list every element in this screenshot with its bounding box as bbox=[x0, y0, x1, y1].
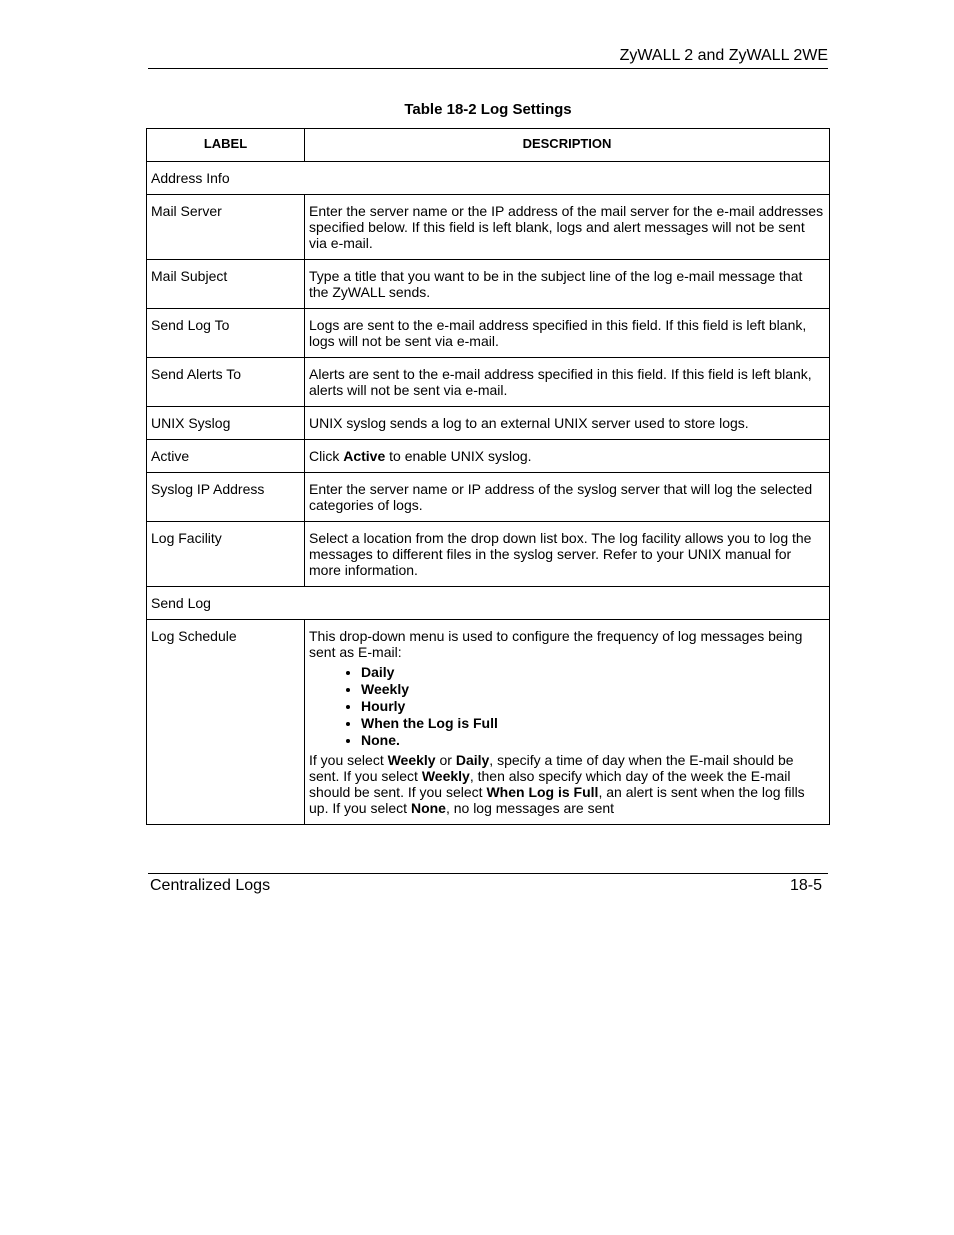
table-row-unix-syslog bbox=[147, 407, 830, 440]
table-row-active bbox=[147, 440, 830, 473]
row-label: UNIX Syslog bbox=[147, 407, 305, 440]
row-description: UNIX syslog sends a log to an external UNIX server used to store logs. bbox=[305, 407, 830, 440]
row-label: Active bbox=[147, 440, 305, 473]
row-description bbox=[305, 440, 830, 473]
row-label: Mail Subject bbox=[147, 260, 305, 309]
page-header bbox=[148, 46, 828, 69]
footer-chapter: Centralized Logs bbox=[150, 877, 271, 894]
desc-text: , specify a time of day when the E-mail should be sent. If you select bbox=[309, 752, 794, 784]
table-caption: Table 18-2 Log Settings bbox=[404, 101, 572, 118]
table-row-send-alerts-to bbox=[147, 358, 830, 407]
row-label: Mail Server bbox=[147, 195, 305, 260]
log-settings-table bbox=[146, 128, 830, 825]
page-footer bbox=[148, 873, 828, 894]
list-item: • Weekly bbox=[361, 681, 825, 697]
row-description: Alerts are sent to the e-mail address specified in this field. If this field is left blank, alerts will not be sent via e-mail. bbox=[305, 358, 830, 407]
row-description: Enter the server name or IP address of the syslog server that will log the selected categories of logs. bbox=[305, 473, 830, 522]
desc-text: , an alert is sent when the log fills up. If you select bbox=[309, 784, 805, 816]
section-label: Address Info bbox=[147, 162, 830, 195]
desc-bold: When Log is Full bbox=[486, 784, 599, 800]
row-description: Type a title that you want to be in the subject line of the log e-mail message that the ZyWALL sends. bbox=[305, 260, 830, 309]
list-item: • Hourly bbox=[361, 698, 825, 714]
table-row-log-facility bbox=[147, 522, 830, 587]
table-row-mail-server bbox=[147, 195, 830, 260]
section-row-send-log bbox=[147, 587, 830, 620]
desc-bold: Daily bbox=[455, 752, 490, 768]
desc-text: , then also specify which day of the week the E-mail should be sent. If you select bbox=[309, 768, 791, 800]
desc-bold: Weekly bbox=[387, 752, 436, 768]
list-item: • Daily bbox=[361, 664, 825, 680]
table-row-syslog-ip-address bbox=[147, 473, 830, 522]
desc-text: to enable UNIX syslog. bbox=[385, 448, 532, 464]
row-description bbox=[305, 620, 830, 825]
header-title: ZyWALL 2 and ZyWALL 2WE bbox=[619, 47, 828, 64]
row-label: Syslog IP Address bbox=[147, 473, 305, 522]
table-row-mail-subject bbox=[147, 260, 830, 309]
row-description: Enter the server name or the IP address of the mail server for the e-mail addresses specified below. If this field is left blank, logs and alert messages will not be sent via e-mail. bbox=[305, 195, 830, 260]
desc-text: or bbox=[435, 752, 456, 768]
desc-outro bbox=[309, 752, 825, 816]
section-row-address-info bbox=[147, 162, 830, 195]
table-row-send-log-to bbox=[147, 309, 830, 358]
desc-bold: Weekly bbox=[421, 768, 470, 784]
desc-text: Click bbox=[309, 448, 344, 464]
row-label: Log Facility bbox=[147, 522, 305, 587]
row-description: Logs are sent to the e-mail address specified in this field. If this field is left blank, logs will not be sent via e-mail. bbox=[305, 309, 830, 358]
desc-bold: Active bbox=[343, 448, 386, 464]
header-label: LABEL bbox=[147, 129, 305, 162]
desc-intro: This drop-down menu is used to configure the frequency of log messages being sent as E-mail: bbox=[309, 628, 803, 660]
row-label: Log Schedule bbox=[147, 620, 305, 825]
schedule-options-list bbox=[309, 664, 825, 748]
list-item: • When the Log is Full bbox=[361, 715, 825, 731]
row-label: Send Log To bbox=[147, 309, 305, 358]
desc-bold: None bbox=[410, 800, 446, 816]
section-label: Send Log bbox=[147, 587, 830, 620]
row-description: Select a location from the drop down list box. The log facility allows you to log the messages to different files in the syslog server. Refer to your UNIX manual for more information. bbox=[305, 522, 830, 587]
table-row-log-schedule bbox=[147, 620, 830, 825]
desc-text: , no log messages are sent bbox=[445, 800, 615, 816]
header-description: DESCRIPTION bbox=[305, 129, 830, 162]
list-item: • None. bbox=[361, 732, 825, 748]
row-label: Send Alerts To bbox=[147, 358, 305, 407]
table-header-row bbox=[147, 129, 830, 162]
desc-text: If you select bbox=[309, 752, 388, 768]
footer-page-number: 18-5 bbox=[789, 877, 822, 894]
